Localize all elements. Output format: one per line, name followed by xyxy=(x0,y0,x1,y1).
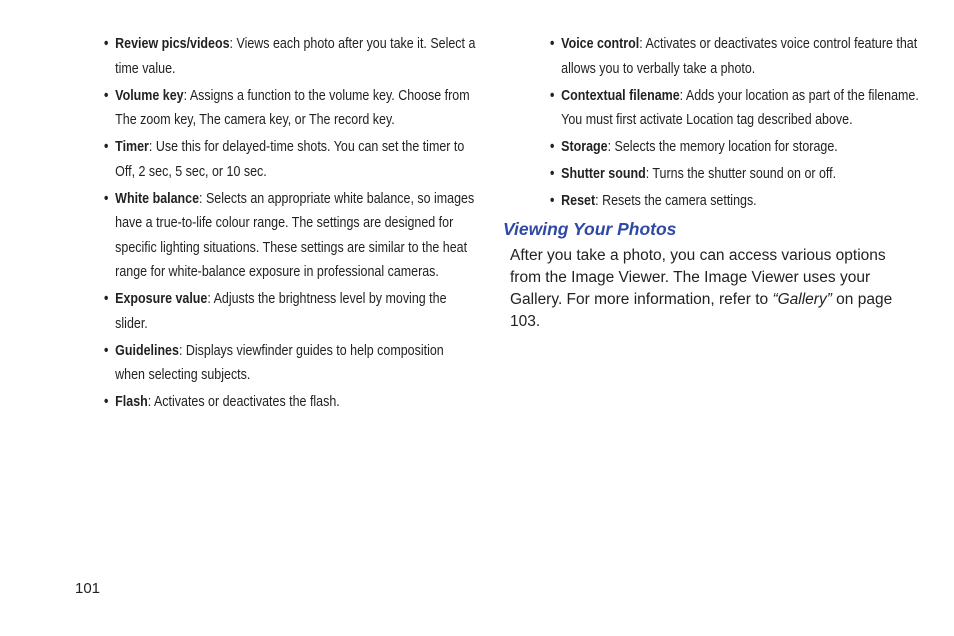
bullet: • xyxy=(104,190,109,207)
bullet: • xyxy=(550,193,555,209)
list-item xyxy=(550,135,931,160)
setting-description: : Adjusts the brightness level by moving the slider. xyxy=(115,291,447,332)
bullet: • xyxy=(550,87,555,104)
section-body xyxy=(510,245,910,333)
setting-term: Reset xyxy=(561,193,596,209)
list-item xyxy=(550,189,931,214)
setting-description: : Adds your location as part of the filename. You must first activate Location tag described above. xyxy=(561,87,919,128)
setting-description: : Resets the camera settings. xyxy=(595,193,757,209)
bullet: • xyxy=(550,36,555,52)
setting-description: : Use this for delayed-time shots. You can set the timer to Off, 2 sec, 5 sec, or 10 sec. xyxy=(115,139,465,180)
body-text: After you take a photo, you can access various options from the Image Viewer. The Image Viewer uses your Gallery. For more information, refer to xyxy=(510,247,886,308)
list-item xyxy=(550,84,931,133)
bullet: • xyxy=(550,139,555,155)
setting-description: : Turns the shutter sound on or off. xyxy=(645,166,837,182)
setting-term: Timer xyxy=(115,139,149,155)
list-item xyxy=(104,32,476,81)
bullet: • xyxy=(104,342,109,359)
left-column xyxy=(104,32,476,417)
setting-term: Guidelines xyxy=(115,342,179,359)
setting-description: : Views each photo after you take it. Select a time value. xyxy=(115,36,476,77)
list-item xyxy=(104,339,476,388)
bullet: • xyxy=(104,87,109,104)
list-item xyxy=(104,84,476,133)
camera-settings-list-right xyxy=(550,32,920,214)
setting-term: Voice control xyxy=(561,36,640,52)
setting-description: : Selects the memory location for storage. xyxy=(607,139,838,155)
bullet: • xyxy=(104,291,109,307)
list-item xyxy=(104,390,476,415)
right-column xyxy=(550,32,920,216)
setting-description: : Activates or deactivates voice control feature that allows you to verbally take a photo. xyxy=(561,36,918,77)
setting-term: Volume key xyxy=(115,87,184,104)
setting-term: Exposure value xyxy=(115,291,208,307)
setting-term: Review pics/videos xyxy=(115,36,230,52)
camera-settings-list-left xyxy=(104,32,476,415)
page-number: 101 xyxy=(75,580,101,597)
list-item xyxy=(104,287,476,336)
setting-term: Contextual filename xyxy=(561,87,680,104)
bullet: • xyxy=(550,166,555,182)
list-item xyxy=(550,32,931,81)
setting-description: : Displays viewfinder guides to help composition when selecting subjects. xyxy=(115,342,444,383)
setting-term: Storage xyxy=(561,139,608,155)
bullet: • xyxy=(104,139,109,155)
list-item xyxy=(104,187,476,285)
setting-term: Shutter sound xyxy=(561,166,646,182)
bullet: • xyxy=(104,36,109,52)
list-item xyxy=(104,135,476,184)
setting-term: White balance xyxy=(115,190,200,207)
section-heading: Viewing Your Photos xyxy=(503,219,677,239)
setting-description: : Assigns a function to the volume key. Choose from The zoom key, The camera key, or The record key. xyxy=(115,87,470,128)
setting-term: Flash xyxy=(115,394,148,410)
setting-description: : Selects an appropriate white balance, so images have a true-to-life colour range. The settings are designed for specific lighting situations. These settings are similar to the heat range for white-balance exposure in professional cameras. xyxy=(115,190,475,280)
gallery-cross-reference-link[interactable]: “Gallery” xyxy=(772,291,832,308)
list-item xyxy=(550,162,931,187)
body-text-end: on page 103. xyxy=(510,291,893,330)
bullet: • xyxy=(104,394,109,410)
setting-description: : Activates or deactivates the flash. xyxy=(147,394,340,410)
